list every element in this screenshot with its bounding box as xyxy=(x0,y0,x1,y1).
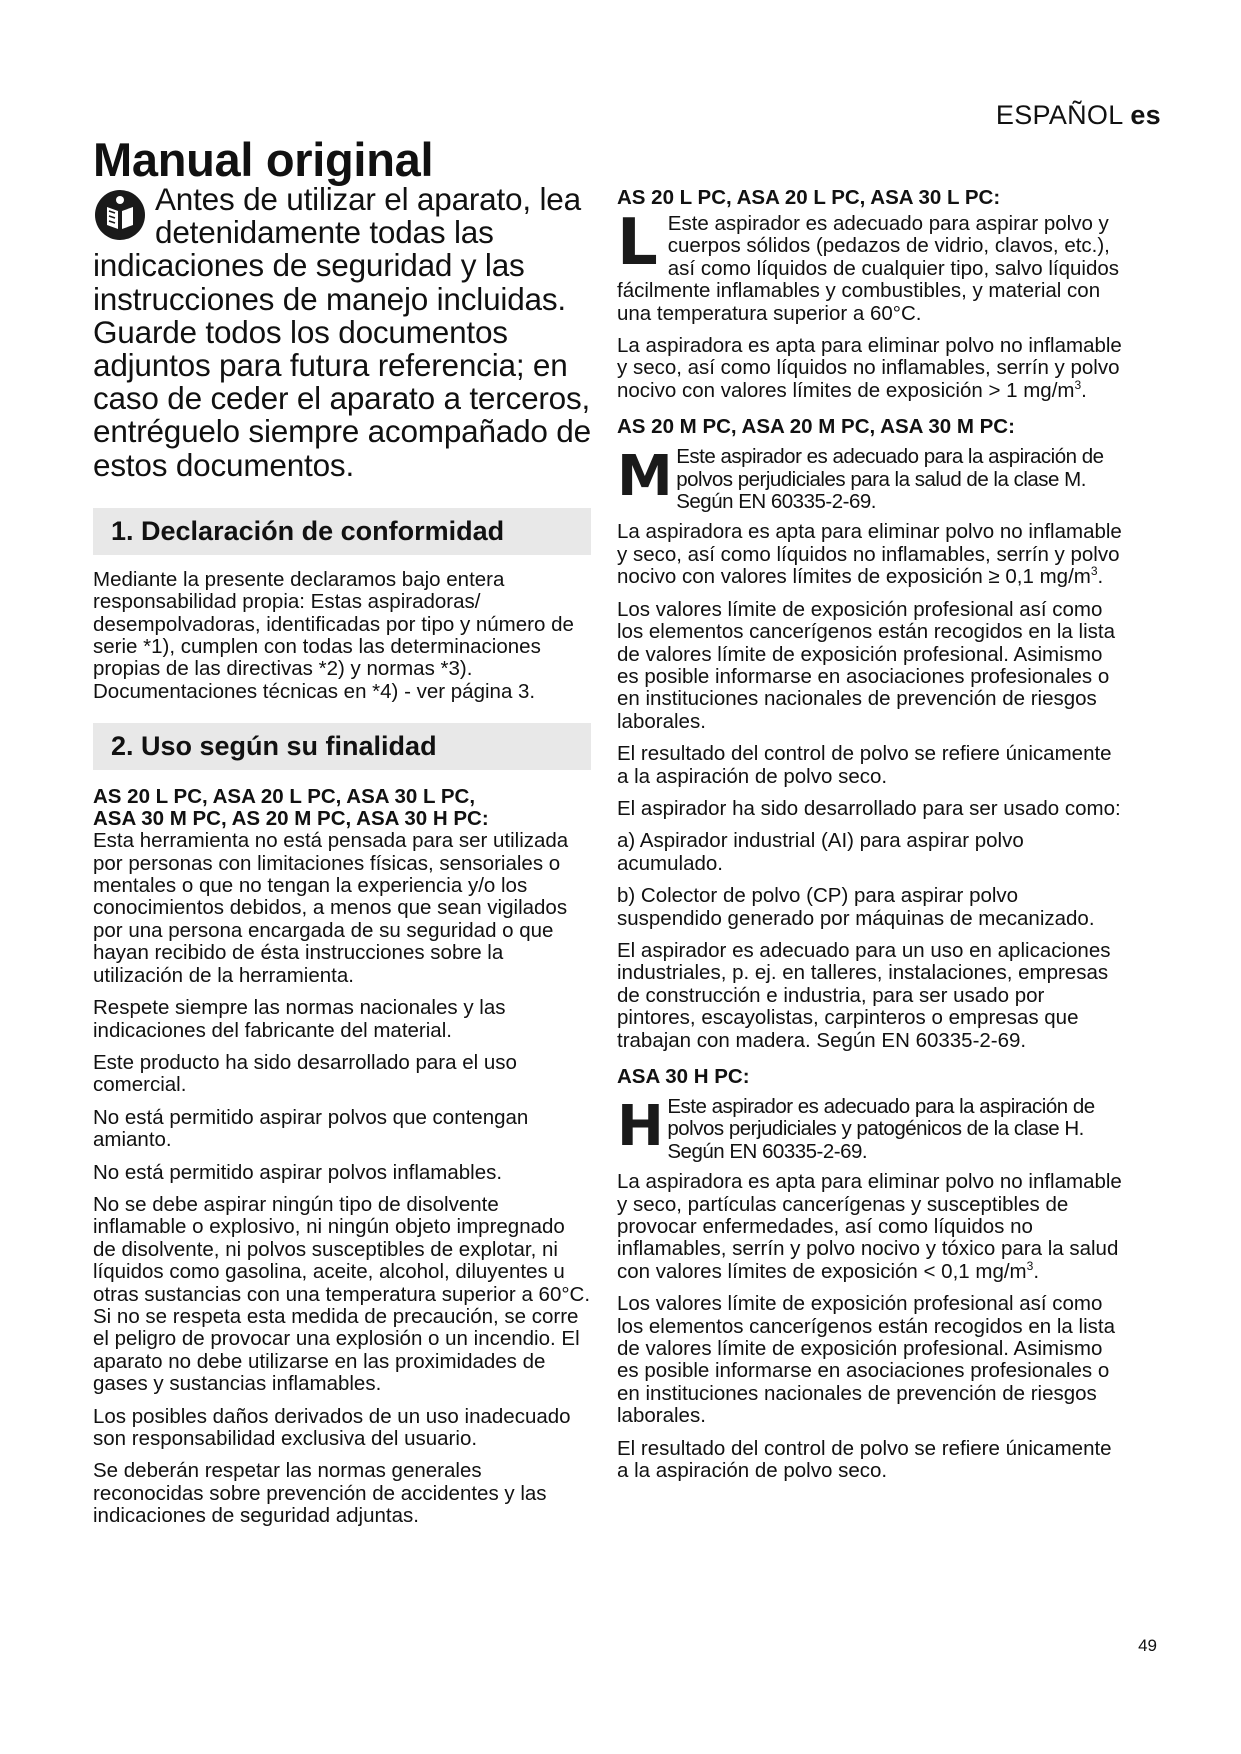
right-column xyxy=(617,187,1125,1493)
class-m-paragraph: El aspirador es adecuado para un uso en aplicaciones industriales, p. ej. en talleres, instalaciones, empresas de construcción e industria, para ser usado por pintores, escayolistas, carpinteros o empresas que trabajan con madera. Según EN 60335-2-69. xyxy=(617,938,1111,1052)
models-all-heading xyxy=(93,786,591,830)
dropcap-letter-h: H xyxy=(617,1094,664,1159)
intended-use-paragraph: Los posibles daños derivados de un uso inadecuado son responsabilidad exclusiva del usuario. xyxy=(93,1404,571,1451)
section-heading-intended-use: 2. Uso según su finalidad xyxy=(93,723,591,770)
intro-block xyxy=(93,183,591,482)
models-all-heading-line1: AS 20 L PC, ASA 20 L PC, ASA 30 L PC, xyxy=(93,785,476,809)
class-h-heading: ASA 30 H PC: xyxy=(617,1065,750,1088)
section-heading-conformity: 1. Declaración de conformidad xyxy=(93,508,591,555)
class-l-paragraph xyxy=(617,335,1125,402)
intended-use-paragraph: Se deberán respetar las normas generales reconocidas sobre prevención de accidentes y las indicaciones de seguridad adjuntas. xyxy=(93,1459,547,1528)
dropcap-letter-l: L xyxy=(617,206,658,280)
class-m-paragraph: Los valores límite de exposición profesional así como los elementos cancerígenos están recogidos en la lista de valores límite de exposición profesional. Asimismo es posible informarse en asociaciones profesionales o en instituciones nacionales de prevención de riesgos laborales. xyxy=(617,597,1115,733)
dropcap-letter-m: M xyxy=(617,444,673,510)
class-h-paragraph: Los valores límite de exposición profesional así como los elementos cancerígenos están recogidos en la lista de valores límite de exposición profesional. Asimismo es posible informarse en asociaciones profesionales o en instituciones nacionales de prevención de riesgos laborales. xyxy=(617,1292,1115,1428)
read-manual-icon xyxy=(93,187,147,243)
class-m-heading: AS 20 M PC, ASA 20 M PC, ASA 30 M PC: xyxy=(617,415,1015,439)
class-m-paragraph-text: La aspiradora es apta para eliminar polvo no inflamable y seco, así como líquidos no inflamables, serrín y polvo nocivo con valores límites de exposición ≥ 0,1 mg/m xyxy=(617,520,1122,589)
page-title: Manual original xyxy=(93,133,434,186)
class-m-paragraph: El aspirador ha sido desarrollado para ser usado como: xyxy=(617,796,1121,820)
conformity-text: Mediante la presente declaramos bajo entera responsabilidad propia: Estas aspiradoras/ desempolvadoras, identificadas por tipo y número de serie *1), cumplen con todas las determinaciones propias de las directivas *2) y normas *3). Documentaciones técnicas en *4) - ver página 3. xyxy=(93,567,574,703)
paragraph-end: . xyxy=(1033,1259,1040,1283)
language-code: es xyxy=(1130,100,1161,130)
class-h-paragraph: El resultado del control de polvo se refiere únicamente a la aspiración de polvo seco. xyxy=(617,1436,1112,1483)
paragraph-end: . xyxy=(1081,378,1087,402)
class-m-paragraph: a) Aspirador industrial (AI) para aspirar polvo acumulado. xyxy=(617,829,1024,875)
class-m-paragraph: b) Colector de polvo (CP) para aspirar polvo suspendido generado por máquinas de mecanizado. xyxy=(617,884,1095,930)
unit-exponent: 3 xyxy=(1026,1259,1034,1274)
class-l-dropcap-block xyxy=(617,206,1125,325)
class-m-dropcap-block xyxy=(617,446,1125,513)
class-l-paragraph-text: La aspiradora es apta para eliminar polvo no inflamable y seco, así como líquidos no inflamables, serrín y polvo nocivo con valores límites de exposición > 1 mg/m xyxy=(617,334,1122,402)
intended-use-paragraph: No está permitido aspirar polvos inflamables. xyxy=(93,1160,503,1184)
class-m-paragraph xyxy=(617,521,1125,588)
class-h-dropcap-block xyxy=(617,1096,1125,1163)
models-all-heading-line2: ASA 30 M PC, AS 20 M PC, ASA 30 H PC: xyxy=(93,807,489,831)
class-l-dropcap-text: Este aspirador es adecuado para aspirar polvo y cuerpos sólidos (pedazos de vidrio, clavos, etc.), así como líquidos de cualquier tipo, salvo líquidos fácilmente inflamables y combustibles, y material con una temperatura superior a 60°C. xyxy=(617,212,1120,325)
intended-use-paragraph: Respete siempre las normas nacionales y las indicaciones del fabricante del material. xyxy=(93,996,506,1042)
page-number: 49 xyxy=(1138,1636,1157,1655)
class-m-paragraph: El resultado del control de polvo se refiere únicamente a la aspiración de polvo seco. xyxy=(617,742,1112,788)
intended-use-paragraph: No está permitido aspirar polvos que contengan amianto. xyxy=(93,1105,529,1152)
paragraph-end: . xyxy=(1097,565,1104,589)
class-m-dropcap-text: Este aspirador es adecuado para la aspiración de polvos perjudiciales para la salud de la clase M. Según EN 60335-2-69. xyxy=(676,445,1104,514)
intended-use-paragraph: No se debe aspirar ningún tipo de disolvente inflamable o explosivo, ni ningún objeto impregnado de disolvente, ni polvos susceptibles de explotar, ni líquidos como gasolina, aceite, alcohol, diluyentes u otras sustancias con una temperatura superior a 60°C. Si no se respeta esta medida de precaución, se corre el peligro de provocar una explosión o un incendio. El aparato no debe utilizarse en las proximidades de gases y sustancias inflamables. xyxy=(93,1192,591,1396)
intended-use-paragraph: Esta herramienta no está pensada para ser utilizada por personas con limitaciones físicas, sensoriales o mentales o que no tengan la experiencia y/o los conocimientos debidos, a menos que sean vigilados por una persona encargada de su seguridad o que hayan recibido de ésta instrucciones sobre la utilización de la herramienta. xyxy=(93,829,569,987)
class-h-dropcap-text: Este aspirador es adecuado para la aspiración de polvos perjudiciales y patogénicos de la clase H. Según EN 60335-2-69. xyxy=(667,1095,1095,1163)
intro-text: Antes de utilizar el aparato, lea detenidamente todas las indicaciones de seguridad y las instrucciones de manejo incluidas. Guarde todos los documentos adjuntos para futura referencia; en caso de ceder el aparato a terceros, entréguelo siempre acompañado de estos documentos. xyxy=(93,181,591,483)
class-l-heading: AS 20 L PC, ASA 20 L PC, ASA 30 L PC: xyxy=(617,186,1001,209)
intended-use-paragraph: Este producto ha sido desarrollado para el uso comercial. xyxy=(93,1050,517,1097)
left-column xyxy=(93,183,591,1538)
unit-exponent: 3 xyxy=(1090,564,1098,579)
unit-exponent: 3 xyxy=(1074,378,1082,393)
language-label: ESPAÑOL xyxy=(995,100,1123,130)
class-h-paragraph xyxy=(617,1171,1125,1283)
language-header xyxy=(996,100,1161,131)
class-h-paragraph-text: La aspiradora es apta para eliminar polvo no inflamable y seco, partículas cancerígenas y susceptibles de provocar enfermedades, así como líquidos no inflamables, serrín y polvo nocivo y tóxico para la salud con valores límites de exposición < 0,1 mg/m xyxy=(617,1170,1122,1283)
